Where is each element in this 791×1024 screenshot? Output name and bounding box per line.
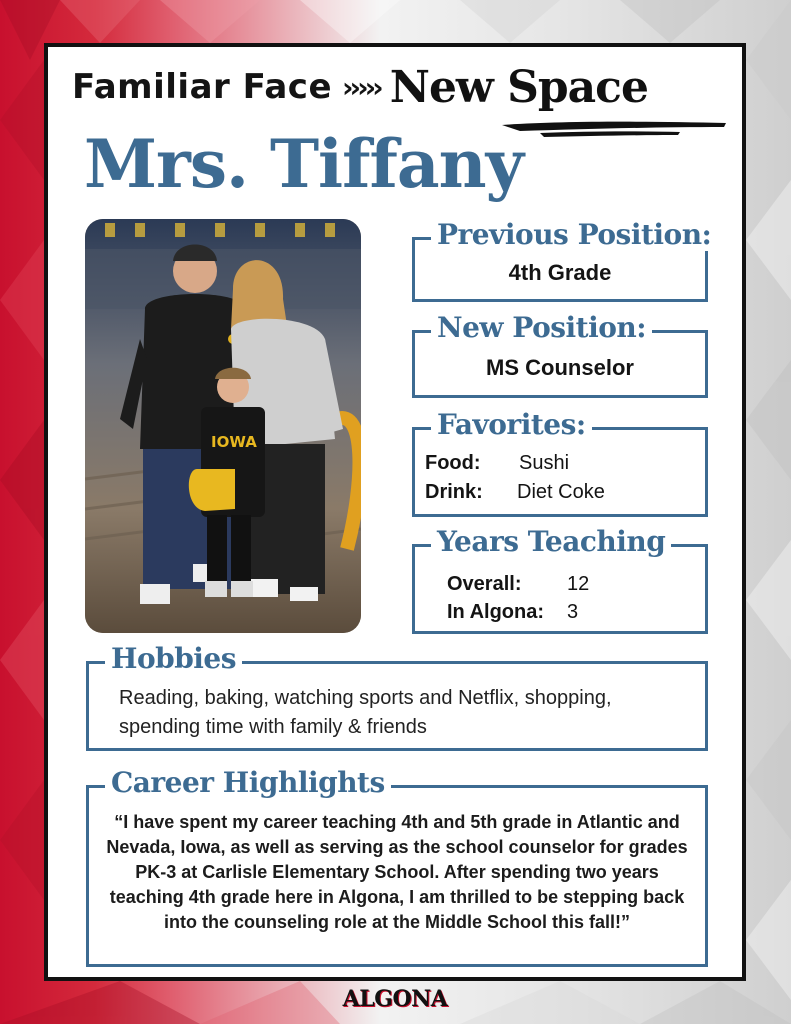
hobbies-title: Hobbies bbox=[105, 642, 242, 675]
teacher-name: Mrs. Tiffany bbox=[84, 125, 524, 203]
brush-stroke-decoration bbox=[500, 117, 730, 141]
favorite-drink-value: Diet Coke bbox=[517, 481, 605, 503]
years-overall-label: Overall: bbox=[447, 573, 522, 595]
previous-position-value: 4th Grade bbox=[508, 260, 612, 285]
family-photo bbox=[85, 219, 361, 633]
headline-arrows: ››››› bbox=[342, 70, 380, 104]
years-algona-value: 3 bbox=[567, 601, 579, 623]
hobbies-box bbox=[86, 642, 708, 751]
career-highlights-title: Career Highlights bbox=[105, 766, 391, 799]
career-highlights-text: “I have spent my career teaching 4th and 5th grade in Atlantic and Nevada, Iowa, as well as serving as the school counselor for grades PK-3 at Carlisle Elementary School. After spending two years teaching 4th grade here in Algona, I am thrilled to be stepping back into the counseling role at the Middle School this fall!” bbox=[106, 812, 688, 932]
years-overall bbox=[447, 573, 589, 596]
new-position-value: MS Counselor bbox=[486, 355, 634, 380]
hobbies-text: Reading, baking, watching sports and Netflix, shopping, spending time with family & friends bbox=[119, 687, 612, 738]
headline-left: Familiar Face bbox=[72, 67, 333, 107]
career-highlights-box bbox=[86, 766, 708, 967]
years-teaching-box bbox=[412, 525, 708, 634]
favorite-food bbox=[425, 452, 569, 475]
favorite-food-label: Food: bbox=[425, 452, 481, 474]
favorite-drink-label: Drink: bbox=[425, 481, 483, 503]
favorite-food-value: Sushi bbox=[519, 452, 570, 474]
years-algona bbox=[447, 601, 578, 624]
headline bbox=[72, 57, 732, 117]
profile-card bbox=[44, 43, 746, 981]
favorites-box bbox=[412, 408, 708, 517]
new-position-title: New Position: bbox=[431, 311, 652, 344]
years-overall-value: 12 bbox=[567, 573, 590, 595]
years-algona-label: In Algona: bbox=[447, 601, 545, 623]
previous-position-title: Previous Position: bbox=[431, 218, 717, 251]
shirt-text: IOWA bbox=[211, 433, 257, 451]
favorites-title: Favorites: bbox=[431, 408, 592, 441]
favorite-drink bbox=[425, 481, 605, 504]
new-position-box bbox=[412, 311, 708, 398]
previous-position-box bbox=[412, 218, 712, 302]
headline-right: New Space bbox=[389, 61, 648, 113]
years-teaching-title: Years Teaching bbox=[431, 525, 671, 558]
algona-logo: ALGONA bbox=[342, 986, 448, 1012]
